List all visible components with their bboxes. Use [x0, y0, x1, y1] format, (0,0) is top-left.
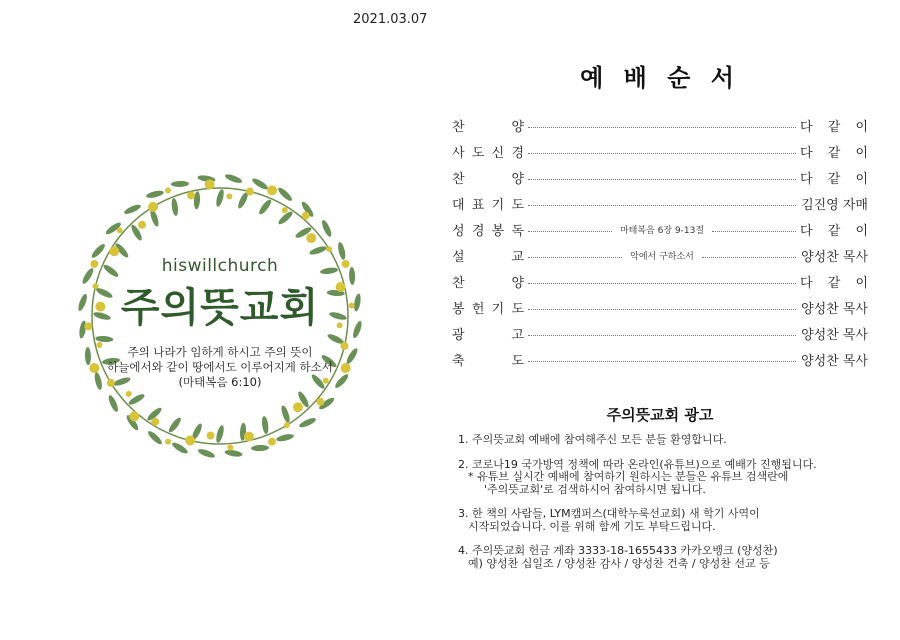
order-row — [452, 320, 868, 346]
leaf-icon — [107, 394, 120, 413]
flower-icon — [151, 418, 159, 426]
order-item-name — [452, 220, 524, 239]
flower-icon — [117, 227, 123, 233]
dotted-leader — [528, 361, 796, 362]
order-item-leader-name: 김진영 자매 — [801, 197, 868, 213]
verse-line: 하늘에서와 같이 땅에서도 이루어지게 하소서 — [107, 360, 333, 374]
order-item-char: 양 — [511, 275, 524, 291]
flower-icon — [187, 191, 195, 199]
leaf-icon — [123, 203, 142, 216]
order-item-char: 교 — [511, 249, 524, 265]
announcement-line: '주의뜻교회'로 검색하시어 참여하시면 됩니다. — [484, 482, 706, 496]
announcement-item — [458, 434, 878, 447]
order-item-char: 찬 — [452, 171, 465, 187]
leaf-icon — [280, 405, 291, 424]
dotted-leader — [528, 153, 796, 154]
order-item-char: 성 — [452, 223, 465, 239]
order-item-char: 광 — [452, 327, 465, 343]
order-item-leader-name — [800, 116, 868, 135]
order-leader-char: 다 — [800, 171, 813, 187]
announcement-line: * 유튜브 실시간 예배에 참여하기 원하시는 분들은 유튜브 검색란에 — [468, 470, 789, 483]
flower-icon — [284, 422, 290, 428]
flower-icon — [244, 432, 254, 442]
dotted-leader — [528, 335, 796, 336]
dotted-leader — [528, 205, 796, 206]
order-row — [452, 138, 868, 164]
leaf-icon — [320, 219, 333, 238]
dotted-leader — [528, 257, 622, 258]
order-item-leader-name: 양성찬 목사 — [801, 327, 868, 343]
order-item-char: 헌 — [471, 301, 485, 317]
announcement-line: 1. 주의뜻교회 예배에 참여해주신 모든 분들 환영합니다. — [458, 433, 727, 446]
leaf-icon — [298, 416, 317, 429]
leaf-icon — [171, 181, 189, 188]
order-item-char: 경 — [511, 145, 524, 161]
order-item-name — [452, 194, 524, 213]
order-item-char: 기 — [491, 197, 505, 213]
order-item-name — [452, 116, 524, 135]
order-leader-char: 이 — [855, 223, 869, 239]
verse-line: 주의 나라가 임하게 하시고 주의 뜻이 — [127, 345, 313, 359]
announcement-item — [458, 459, 878, 497]
order-leader-char: 다 — [800, 275, 813, 291]
order-item-detail: 악에서 구하소서 — [630, 251, 694, 262]
order-item-char: 기 — [491, 301, 505, 317]
order-item-char: 독 — [511, 223, 524, 239]
order-leader-char: 다 — [800, 145, 813, 161]
order-row — [452, 164, 868, 190]
leaf-icon — [251, 445, 269, 452]
flower-icon — [207, 432, 215, 440]
order-item-char: 양 — [511, 171, 524, 187]
order-row — [452, 346, 868, 372]
dotted-leader — [712, 231, 796, 232]
flower-icon — [293, 402, 303, 412]
order-leader-char: 다 — [800, 223, 813, 239]
bulletin-date: 2021.03.07 — [353, 12, 428, 27]
church-logo-name: 주의뜻교회 — [120, 285, 320, 331]
order-of-service-list — [452, 112, 868, 372]
order-item-char: 도 — [511, 197, 524, 213]
flower-icon — [165, 187, 171, 193]
announcements-list — [458, 434, 878, 582]
logo-verse — [0, 345, 440, 390]
leaf-icon — [261, 416, 269, 435]
order-item-name — [452, 298, 524, 317]
flower-icon — [138, 221, 146, 229]
announcement-line: 3. 한 책의 사람들, LYM캠퍼스(대학누룩선교회) 새 학기 사역이 — [458, 507, 760, 520]
announcement-line: 예) 양성찬 십일조 / 양성찬 감사 / 양성찬 건축 / 양성찬 선교 등 — [468, 556, 770, 570]
order-item-char: 찬 — [452, 119, 465, 135]
flower-icon — [109, 246, 119, 256]
leaf-icon — [167, 416, 183, 434]
leaf-icon — [171, 198, 179, 217]
order-item-name — [452, 142, 524, 161]
flower-icon — [165, 439, 171, 445]
order-of-service-title: 예 배 순 서 — [580, 64, 740, 92]
order-row — [452, 112, 868, 138]
flower-icon — [316, 398, 324, 406]
leaf-icon — [215, 189, 225, 208]
order-leader-char: 다 — [800, 119, 813, 135]
leaf-icon — [309, 245, 328, 256]
order-row — [452, 268, 868, 294]
order-item-char: 고 — [511, 327, 524, 343]
order-item-char: 신 — [491, 145, 505, 161]
order-item-name — [452, 324, 524, 343]
leaf-icon — [197, 447, 216, 459]
order-item-char: 도 — [471, 145, 485, 161]
order-leader-char: 이 — [855, 275, 868, 291]
order-row — [452, 190, 868, 216]
announcement-line: 4. 주의뜻교회 헌금 계좌 3333-18-1655433 카카오뱅크 (양성찬) — [458, 544, 778, 557]
order-item-char: 설 — [452, 249, 465, 265]
order-leader-char: 이 — [855, 119, 868, 135]
order-leader-char: 같 — [827, 145, 841, 161]
leaf-icon — [251, 177, 269, 192]
order-item-char: 양 — [511, 119, 524, 135]
order-item-char: 봉 — [491, 223, 505, 239]
flower-icon — [129, 411, 139, 421]
order-item-char: 사 — [452, 145, 465, 161]
order-item-leader-name — [800, 168, 868, 187]
flower-icon — [282, 207, 288, 213]
order-item-detail: 마태복음 6장 9-13절 — [619, 225, 705, 236]
announcement-line: 2. 코로나19 국가방역 정책에 따라 온라인(유튜브)으로 예배가 진행됩니다. — [458, 457, 817, 471]
flower-icon — [302, 212, 310, 220]
leaf-icon — [146, 189, 165, 199]
order-item-char: 봉 — [452, 301, 465, 317]
order-item-leader-name: 양성찬 목사 — [801, 353, 868, 369]
leaf-icon — [276, 433, 295, 443]
order-item-leader-name — [800, 220, 868, 239]
order-item-leader-name: 양성찬 목사 — [801, 301, 868, 317]
order-row — [452, 242, 868, 268]
flower-icon — [306, 233, 316, 243]
announcement-line: 시작되었습니다. 이를 위해 함께 기도 부탁드립니다. — [468, 519, 716, 533]
order-item-name — [452, 272, 524, 291]
order-leader-char: 같 — [827, 223, 841, 239]
leaf-icon — [224, 173, 243, 185]
order-item-char: 축 — [452, 353, 465, 369]
flower-icon — [226, 193, 232, 199]
order-item-name — [452, 350, 524, 369]
dotted-leader — [528, 231, 612, 232]
order-item-char: 표 — [471, 197, 485, 213]
order-item-name — [452, 168, 524, 187]
order-item-char: 도 — [511, 353, 524, 369]
order-item-leader-name — [800, 142, 868, 161]
flower-icon — [205, 179, 215, 189]
order-item-leader-name: 양성찬 목사 — [801, 249, 869, 265]
church-english-name: hiswillchurch — [161, 256, 279, 276]
order-item-char: 경 — [471, 223, 485, 239]
dotted-leader — [528, 179, 796, 180]
order-leader-char: 같 — [827, 119, 841, 135]
announcements-title: 주의뜻교회 광고 — [606, 406, 714, 424]
flower-icon — [268, 438, 276, 446]
leaf-icon — [257, 198, 273, 216]
order-item-char: 도 — [511, 301, 524, 317]
order-row — [452, 216, 868, 242]
flower-icon — [185, 435, 195, 445]
leaf-icon — [224, 449, 243, 458]
dotted-leader — [528, 309, 796, 310]
dotted-leader — [702, 257, 796, 258]
verse-reference: (마태복음 6:10) — [178, 375, 262, 389]
flower-icon — [326, 246, 332, 252]
order-leader-char: 이 — [855, 145, 868, 161]
flower-icon — [148, 202, 158, 212]
flower-icon — [126, 391, 132, 397]
flower-icon — [227, 445, 233, 451]
announcement-item — [458, 545, 878, 570]
dotted-leader — [528, 127, 796, 128]
order-item-char: 대 — [452, 197, 465, 213]
order-leader-char: 같 — [827, 171, 841, 187]
leaf-icon — [146, 429, 163, 446]
order-item-leader-name — [800, 272, 868, 291]
order-item-name — [452, 246, 524, 265]
order-item-char: 찬 — [452, 275, 465, 291]
order-leader-char: 같 — [827, 275, 841, 291]
announcement-item — [458, 508, 878, 533]
order-row — [452, 294, 868, 320]
order-leader-char: 이 — [855, 171, 868, 187]
flower-icon — [267, 185, 277, 195]
leaf-icon — [95, 335, 113, 342]
flower-icon — [246, 188, 254, 196]
leaf-icon — [276, 186, 293, 203]
dotted-leader — [528, 283, 796, 284]
leaf-icon — [215, 425, 225, 444]
